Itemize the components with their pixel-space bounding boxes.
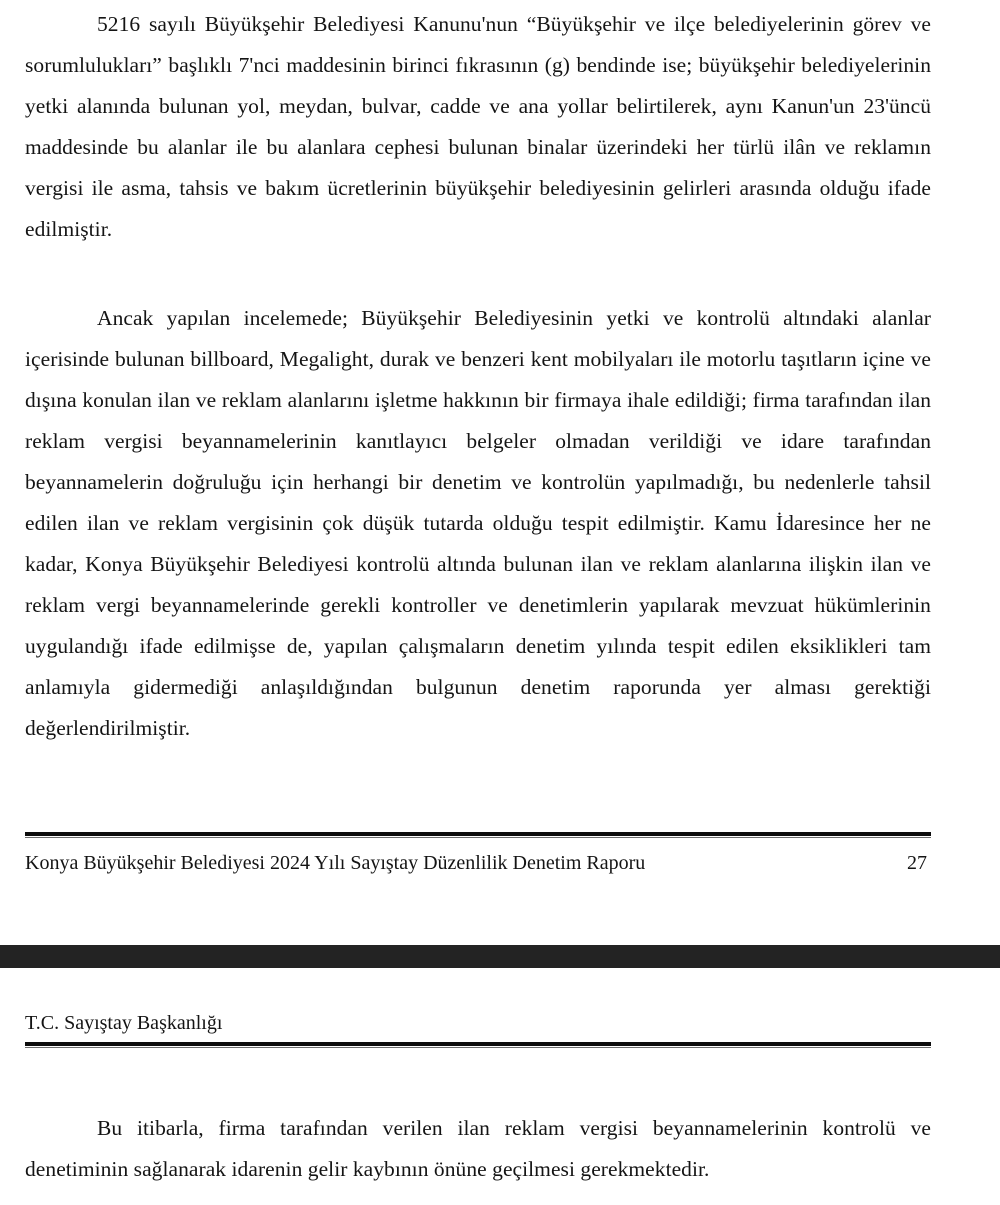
footer-divider-rule <box>25 832 931 838</box>
paragraph-2: Ancak yapılan incelemede; Büyükşehir Belediyesinin yetki ve kontrolü altındaki alanlar içerisinde bulunan billboard, Megalight, durak ve benzeri kent mobilyaları ile motorlu taşıtların içine ve dışına konulan ilan ve reklam alanlarını işletme hakkının bir firmaya ihale edildiği; firma tarafından ilan reklam vergisi beyannamelerinin kanıtlayıcı belgeler olmadan verildiği ve idare tarafından beyannamelerin doğruluğu için herhangi bir denetim ve kontrolün yapılmadığı, bu nedenlerle tahsil edilen ilan ve reklam vergisinin çok düşük tutarda olduğu tespit edilmiştir. Kamu İdaresince her ne kadar, Konya Büyükşehir Belediyesi kontrolü altında bulunan ilan ve reklam alanlarına ilişkin ilan ve reklam vergi beyannamelerinde gerekli kontroller ve denetimlerin yapılarak mevzuat hükümlerinin uygulandığı ifade edilmişse de, yapılan çalışmaların denetim yılında tespit edilen eksiklikleri tam anlamıyla gidermediği anlaşıldığından bulgunun denetim raporunda yer alması gerektiği değerlendirilmiştir. <box>25 306 931 740</box>
footer-page-number: 27 <box>907 852 927 874</box>
paragraph-3: Bu itibarla, firma tarafından verilen ilan reklam vergisi beyannamelerinin kontrolü ve denetiminin sağlanarak idarenin gelir kaybının önüne geçilmesi gerekmektedir. <box>25 1116 931 1181</box>
header-rule-thin <box>25 1047 931 1048</box>
page-break-separator <box>0 945 1000 968</box>
header-institution-title: T.C. Sayıştay Başkanlığı <box>25 1012 223 1034</box>
page-footer <box>25 848 931 878</box>
footer-rule-thick <box>25 832 931 836</box>
footer-rule-thin <box>25 837 931 838</box>
header-divider-rule <box>25 1042 931 1048</box>
footer-report-title: Konya Büyükşehir Belediyesi 2024 Yılı Sayıştay Düzenlilik Denetim Raporu <box>25 852 646 874</box>
header-rule-thick <box>25 1042 931 1046</box>
page-header <box>25 1008 931 1038</box>
paragraph-1: 5216 sayılı Büyükşehir Belediyesi Kanunu'nun “Büyükşehir ve ilçe belediyelerinin görev ve sorumlulukları” başlıklı 7'nci maddesinin birinci fıkrasının (g) bendinde ise; büyükşehir belediyelerinin yetki alanında bulunan yol, meydan, bulvar, cadde ve ana yollar belirtilerek, aynı Kanun'un 23'üncü maddesinde bu alanlar ile bu alanlara cephesi bulunan binalar üzerindeki her türlü ilân ve reklamın vergisi ile asma, tahsis ve bakım ücretlerinin büyükşehir belediyesinin gelirleri arasında olduğu ifade edilmiştir. <box>25 12 931 241</box>
